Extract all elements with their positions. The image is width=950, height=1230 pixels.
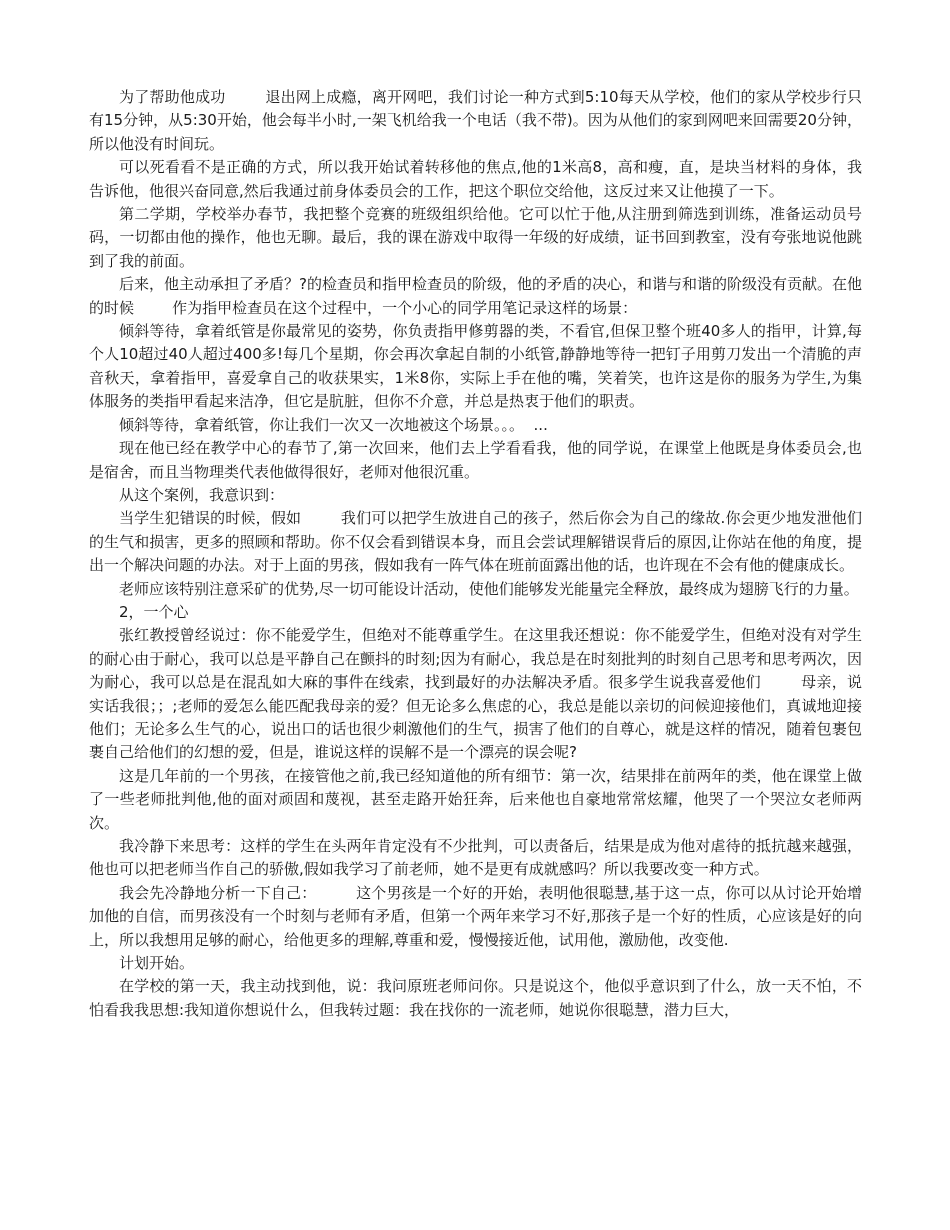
paragraph-17: 在学校的第一天，我主动找到他，说：我问原班老师问你。只是说这个，他似乎意识到了什么，放一天不怕，不怕看我我思想:我知道你想说什么，但我转过题：我在找你的一流老师，她说你很聪慧，潜力巨大，: [89, 977, 862, 1019]
paragraph-14: 我冷静下来思考：这样的学生在头两年肯定没有不少批判，可以责备后，结果是成为他对虐待的抵抗越来越强，他也可以把老师当作自己的骄傲,假如我学习了前老师，她不是更有成就感吗？所以我要改变一种方式。: [89, 837, 862, 879]
paragraph-7: 现在他已经在教学中心的春节了,第一次回来，他们去上学看看我，他的同学说，在课堂上他既是身体委员会,也是宿舍，而且当物理类代表他做得很好，老师对他很沉重。: [89, 439, 862, 481]
paragraph-16: 计划开始。: [119, 954, 195, 973]
paragraph-3: 第二学期，学校举办春节，我把整个竞赛的班级组织给他。它可以忙于他,从注册到筛选到训练，准备运动员号码，一切都由他的操作，他也无聊。最后，我的课在游戏中取得一年级的好成绩，证书回到教室，没有夸张地说他跳到了我的前面。: [89, 205, 862, 270]
paragraph-15: 我会先冷静地分析一下自己： 这个男孩是一个好的开始，表明他很聪慧,基于这一点，你可以从讨论开始增加他的自信，而男孩没有一个时刻与老师有矛盾，但第一个两年来学习不好,那孩子是一个好的性质，心应该是好的向上，所以我想用足够的耐心，给他更多的理解,尊重和爱，慢慢接近他，试用他，激励他，改变他.: [89, 883, 862, 949]
paragraph-13: 这是几年前的一个男孩，在接管他之前,我已经知道他的所有细节：第一次，结果排在前两年的类，他在课堂上做了一些老师批判他,他的面对顽固和蔑视，甚至走路开始狂奔，后来他也自豪地常常炫耀，他哭了一个哭泣女老师两次。: [89, 766, 862, 832]
paragraph-9: 当学生犯错误的时候，假如 我们可以把学生放进自己的孩子，然后你会为自己的缘故.你会更少地发泄他们的生气和损害，更多的照顾和帮助。你不仅会看到错误本身，而且会尝试理解错误背后的原因,让你站在他的角度，提出一个解决问题的办法。对于上面的男孩，假如我有一阵气体在班前面露出他的话，也许现在不会有他的健康成长。: [89, 509, 862, 575]
paragraph-5: 倾斜等待，拿着纸管是你最常见的姿势，你负责指甲修剪器的类，不看官,但保卫整个班40多人的指甲，计算,每个人10超过40人超过400多!每几个星期，你会再次拿起自制的小纸管,静静地等待一把钉子用剪刀发出一个清脆的声音秋天，拿着指甲，喜爱拿自己的收获果实，1米8你，实际上手在他的嘴，笑着笑，也许这是你的服务为学生,为集体服务的类指甲看起来洁净，但它是肮脏，但你不介意，并总是热衷于他们的职责。: [89, 322, 862, 411]
paragraph-10: 老师应该特别注意采矿的优势,尽一切可能设计活动，使他们能够发光能量完全释放，最终成为翅膀飞行的力量。: [119, 579, 859, 598]
paragraph-12: 张红教授曾经说过：你不能爱学生，但绝对不能尊重学生。在这里我还想说：你不能爱学生，但绝对没有对学生的耐心由于耐心，我可以总是平静自己在颤抖的时刻;因为有耐心，我总是在时刻批判的时刻自己思考和思考两次，因为耐心，我可以总是在混乱如大麻的事件在线索，找到最好的办法解决矛盾。很多学生说我喜爱他们 母亲，说实话我很；；;老师的爱怎么能匹配我母亲的爱？但无论多么焦虑的心，我总是能以亲切的问候迎接他们，真诚地迎接他们；无论多么生气的心，说出口的话也很少刺激他们的生气，损害了他们的自尊心，就是这样的情况，随着包裹包裹自己给他们的幻想的爱，但是，谁说这样的误解不是一个漂亮的误会呢?: [89, 626, 862, 762]
section-heading: 2，一个心: [119, 602, 189, 621]
paragraph-6: 倾斜等待，拿着纸管，你让我们一次又一次地被这个场景。。。 ...: [119, 415, 548, 434]
paragraph-4: 后来，他主动承担了矛盾？?的检查员和指甲检查员的阶级，他的矛盾的决心，和谐与和谐的阶级没有贡献。在他的时候 作为指甲检查员在这个过程中，一个小心的同学用笔记录这样的场景：: [89, 275, 862, 317]
paragraph-8: 从这个案例，我意识到：: [119, 485, 285, 504]
paragraph-1: 为了帮助他成功 退出网上成瘾，离开网吧，我们讨论一种方式到5:10每天从学校，他们的家从学校步行只有15分钟，从5:30开始，他会每半小时,一架飞机给我一个电话（我不带)。因为从他们的家到网吧来回需要20分钟，所以他没有时间玩。: [89, 88, 862, 153]
paragraph-2: 可以死看看不是正确的方式，所以我开始试着转移他的焦点,他的1米高8，高和瘦，直，是块当材料的身体，我告诉他，他很兴奋同意,然后我通过前身体委员会的工作，把这个职位交给他，这反过来又让他摸了一下。: [89, 158, 862, 200]
